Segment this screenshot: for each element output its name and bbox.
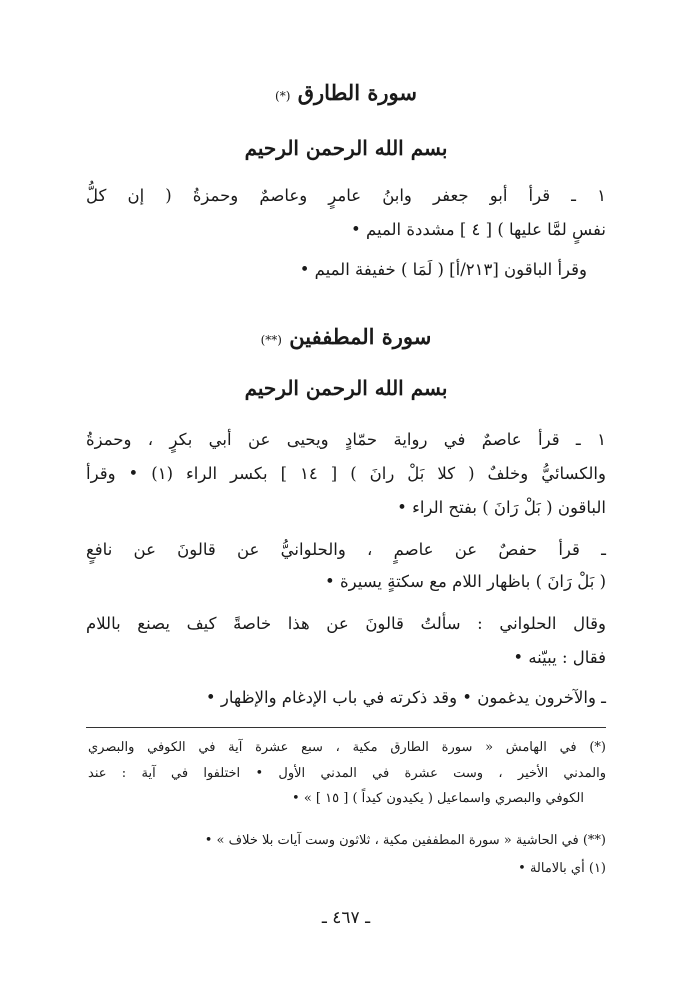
text-line: ١ ـ قرأ عاصمٌ في رواية حمّادٍ ويحيى عن أبي بكرٍ ، وحمزةُ (86, 430, 606, 449)
surah-title-text: سورة الطارق (297, 80, 417, 105)
text-line: ( بَلْ رَانَ ) باظهار اللام مع سكتةٍ يسيرة • (324, 572, 606, 591)
text-line: ـ والآخرون يدغمون • وقد ذكرته في باب الإدغام والإظهار • (205, 688, 606, 707)
footnote-divider (86, 727, 606, 728)
footnote-line: (١) أي بالامالة • (518, 861, 606, 876)
surah-title-tariq (0, 82, 692, 103)
footnote-marker: (**) (260, 333, 282, 347)
footnote-line: الكوفي والبصري واسماعيل ( يكيدون كيداً ) [ ١٥ ] » • (292, 791, 584, 806)
footnote-line: والمدني الأخير ، وست عشرة في المدني الأول • اختلفوا في آية : عند (88, 766, 606, 781)
text-line: ـ قرأ حفصٌ عن عاصمٍ ، والحلوانيُّ عن قالونَ عن نافعٍ (86, 540, 606, 559)
text-line: نفسٍ لمَّا عليها ) [ ٤ ] مشددة الميم • (351, 220, 606, 239)
text-line: والكسائيُّ وخلفٌ ( كلا بَلْ رانَ ) [ ١٤ ] بكسر الراء (١) • وقرأ (86, 464, 606, 483)
footnote-line: (*) في الهامش « سورة الطارق مكية ، سبع عشرة آية في الكوفي والبصري (88, 740, 606, 755)
surah-title-text: سورة المطففين (289, 324, 432, 349)
text-line: ١ ـ قرأ أبو جعفر وابنُ عامرٍ وعاصمٌ وحمزةُ ( إن كلُّ (86, 186, 606, 205)
footnote-line: (**) في الحاشية « سورة المطففين مكية ، ثلاثون وست آيات بلا خلاف » • (204, 833, 606, 848)
text-line: وقال الحلواني : سألتُ قالونَ عن هذا خاصةً كيف يصنع باللام (86, 614, 606, 633)
text-line: الباقون ( بَلْ رَانَ ) بفتح الراء • (397, 498, 606, 517)
basmala: بسم الله الرحمن الرحيم (244, 136, 448, 160)
basmala: بسم الله الرحمن الرحيم (244, 376, 448, 400)
page-number: ـ ٤٦٧ ـ (321, 908, 371, 928)
text-line: وقرأ الباقون [٢١٣/أ] ( لَمَا ) خفيفة الميم • (299, 260, 587, 279)
text-line: فقال : يبيّنه • (513, 648, 606, 667)
footnote-marker: (*) (275, 89, 291, 103)
surah-title-mutaffifin (0, 326, 692, 347)
